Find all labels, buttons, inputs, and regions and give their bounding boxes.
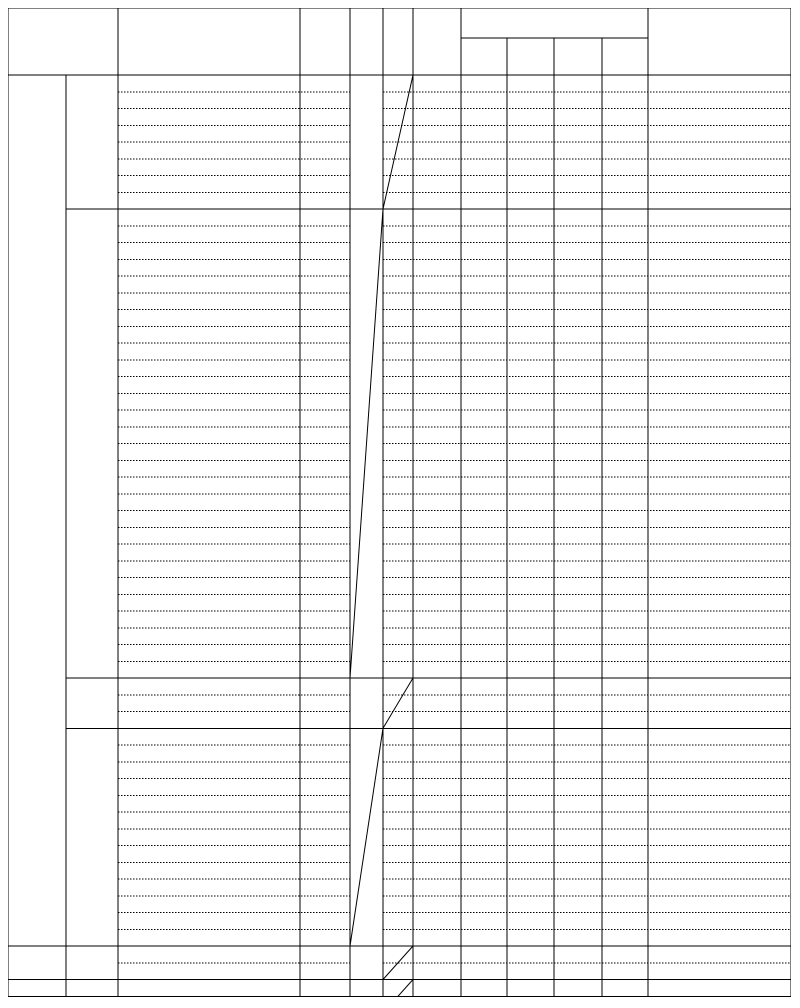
diagonal-slash — [383, 678, 413, 728]
diagonal-slash — [350, 728, 383, 946]
curriculum-table — [8, 8, 791, 997]
diagonal-slash — [350, 209, 383, 678]
diagonal-slash — [383, 980, 413, 998]
table-grid — [8, 8, 791, 997]
